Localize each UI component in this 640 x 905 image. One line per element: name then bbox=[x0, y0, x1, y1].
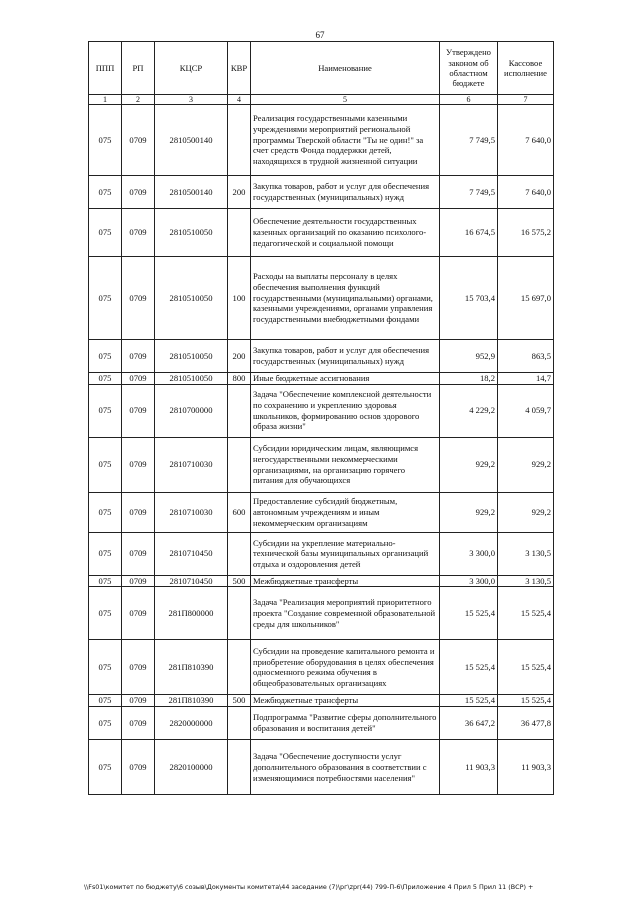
cell-executed: 15 525,4 bbox=[498, 587, 554, 640]
cell-rp: 0709 bbox=[122, 707, 155, 740]
cell-executed: 3 130,5 bbox=[498, 575, 554, 587]
cell-kcsr: 2810700000 bbox=[155, 384, 228, 437]
cell-ppp: 075 bbox=[89, 384, 122, 437]
cell-name: Задача "Реализация мероприятий приоритетного проекта "Создание современной образовательной среды для школьников" bbox=[251, 587, 440, 640]
cell-name: Реализация государственными казенными учреждениями мероприятий региональной программы Тверской области "Ты не один!" за счет средств Фонда поддержки детей, находящихся в трудной жизненной ситуации bbox=[251, 105, 440, 176]
cell-kvr: 100 bbox=[228, 257, 251, 340]
cell-name: Закупка товаров, работ и услуг для обеспечения государственных (муниципальных) нужд bbox=[251, 176, 440, 209]
cell-rp: 0709 bbox=[122, 257, 155, 340]
cell-kcsr: 2810500140 bbox=[155, 176, 228, 209]
cell-kcsr: 2820000000 bbox=[155, 707, 228, 740]
cell-executed: 4 059,7 bbox=[498, 384, 554, 437]
cell-ppp: 075 bbox=[89, 492, 122, 532]
cell-ppp: 075 bbox=[89, 257, 122, 340]
cell-kvr: 500 bbox=[228, 695, 251, 707]
cell-approved: 7 749,5 bbox=[440, 105, 498, 176]
cell-name: Закупка товаров, работ и услуг для обеспечения государственных (муниципальных) нужд bbox=[251, 340, 440, 373]
cell-name: Задача "Обеспечение доступности услуг дополнительного образования в соответствии с изменяющимися потребностями населения" bbox=[251, 740, 440, 795]
cell-rp: 0709 bbox=[122, 740, 155, 795]
cell-rp: 0709 bbox=[122, 437, 155, 492]
cell-kvr bbox=[228, 532, 251, 575]
column-number: 7 bbox=[498, 95, 554, 105]
cell-name: Межбюджетные трансферты bbox=[251, 575, 440, 587]
table-row bbox=[89, 176, 554, 209]
cell-name: Межбюджетные трансферты bbox=[251, 695, 440, 707]
table-header-row bbox=[89, 42, 554, 95]
cell-kcsr: 2810510050 bbox=[155, 340, 228, 373]
cell-kcsr: 2810510050 bbox=[155, 257, 228, 340]
cell-executed: 11 903,3 bbox=[498, 740, 554, 795]
table-row bbox=[89, 575, 554, 587]
header-rp: РП bbox=[122, 42, 155, 95]
header-kvr: КВР bbox=[228, 42, 251, 95]
cell-executed: 7 640,0 bbox=[498, 176, 554, 209]
cell-ppp: 075 bbox=[89, 176, 122, 209]
cell-rp: 0709 bbox=[122, 105, 155, 176]
cell-ppp: 075 bbox=[89, 105, 122, 176]
table-row bbox=[89, 340, 554, 373]
cell-rp: 0709 bbox=[122, 340, 155, 373]
cell-executed: 929,2 bbox=[498, 492, 554, 532]
table-row bbox=[89, 209, 554, 257]
cell-approved: 952,9 bbox=[440, 340, 498, 373]
cell-ppp: 075 bbox=[89, 209, 122, 257]
table-row bbox=[89, 707, 554, 740]
table-row bbox=[89, 740, 554, 795]
cell-kcsr: 2810510050 bbox=[155, 373, 228, 385]
cell-rp: 0709 bbox=[122, 695, 155, 707]
cell-approved: 15 703,4 bbox=[440, 257, 498, 340]
cell-executed: 15 525,4 bbox=[498, 640, 554, 695]
header-name: Наименование bbox=[251, 42, 440, 95]
cell-name: Подпрограмма "Развитие сферы дополнительного образования и воспитания детей" bbox=[251, 707, 440, 740]
cell-name: Предоставление субсидий бюджетным, автономным учреждениям и иным некоммерческим организациям bbox=[251, 492, 440, 532]
cell-name: Иные бюджетные ассигнования bbox=[251, 373, 440, 385]
cell-kcsr: 2810710030 bbox=[155, 492, 228, 532]
cell-executed: 14,7 bbox=[498, 373, 554, 385]
cell-approved: 11 903,3 bbox=[440, 740, 498, 795]
cell-kcsr: 281П800000 bbox=[155, 587, 228, 640]
cell-name: Расходы на выплаты персоналу в целях обеспечения выполнения функций государственными (муниципальными) органами, казенными учреждениями, органами управления государственными внебюджетными фондами bbox=[251, 257, 440, 340]
column-number: 4 bbox=[228, 95, 251, 105]
cell-kvr bbox=[228, 209, 251, 257]
cell-executed: 929,2 bbox=[498, 437, 554, 492]
cell-kvr bbox=[228, 587, 251, 640]
cell-rp: 0709 bbox=[122, 532, 155, 575]
cell-name: Обеспечение деятельности государственных казенных организаций по оказанию психолого-педагогической и социальной помощи bbox=[251, 209, 440, 257]
cell-kvr bbox=[228, 105, 251, 176]
cell-executed: 863,5 bbox=[498, 340, 554, 373]
cell-kvr: 200 bbox=[228, 176, 251, 209]
cell-kcsr: 2810710450 bbox=[155, 532, 228, 575]
cell-kvr bbox=[228, 707, 251, 740]
cell-approved: 7 749,5 bbox=[440, 176, 498, 209]
cell-executed: 15 697,0 bbox=[498, 257, 554, 340]
cell-rp: 0709 bbox=[122, 492, 155, 532]
table-row bbox=[89, 695, 554, 707]
cell-ppp: 075 bbox=[89, 587, 122, 640]
cell-ppp: 075 bbox=[89, 373, 122, 385]
page-number: 67 bbox=[315, 30, 325, 40]
cell-kvr bbox=[228, 740, 251, 795]
cell-executed: 7 640,0 bbox=[498, 105, 554, 176]
cell-rp: 0709 bbox=[122, 176, 155, 209]
header-executed: Кассовое исполнение bbox=[498, 42, 554, 95]
table-row bbox=[89, 492, 554, 532]
cell-approved: 929,2 bbox=[440, 437, 498, 492]
cell-kvr bbox=[228, 384, 251, 437]
table-row bbox=[89, 437, 554, 492]
cell-approved: 15 525,4 bbox=[440, 640, 498, 695]
cell-kvr: 200 bbox=[228, 340, 251, 373]
cell-kcsr: 2810500140 bbox=[155, 105, 228, 176]
table-row bbox=[89, 640, 554, 695]
cell-rp: 0709 bbox=[122, 384, 155, 437]
header-kcsr: КЦСР bbox=[155, 42, 228, 95]
cell-executed: 15 525,4 bbox=[498, 695, 554, 707]
cell-name: Субсидии на проведение капитального ремонта и приобретение оборудования в целях обеспечения односменного режима обучения в общеобразовательных организациях bbox=[251, 640, 440, 695]
cell-rp: 0709 bbox=[122, 587, 155, 640]
cell-approved: 3 300,0 bbox=[440, 575, 498, 587]
cell-rp: 0709 bbox=[122, 209, 155, 257]
cell-kvr bbox=[228, 640, 251, 695]
cell-executed: 16 575,2 bbox=[498, 209, 554, 257]
column-number: 1 bbox=[89, 95, 122, 105]
cell-kvr: 500 bbox=[228, 575, 251, 587]
cell-approved: 3 300,0 bbox=[440, 532, 498, 575]
column-number: 2 bbox=[122, 95, 155, 105]
cell-approved: 929,2 bbox=[440, 492, 498, 532]
cell-approved: 4 229,2 bbox=[440, 384, 498, 437]
cell-ppp: 075 bbox=[89, 532, 122, 575]
cell-ppp: 075 bbox=[89, 640, 122, 695]
cell-kcsr: 281П810390 bbox=[155, 640, 228, 695]
cell-kvr: 600 bbox=[228, 492, 251, 532]
cell-executed: 36 477,8 bbox=[498, 707, 554, 740]
table-row bbox=[89, 373, 554, 385]
cell-rp: 0709 bbox=[122, 373, 155, 385]
cell-approved: 18,2 bbox=[440, 373, 498, 385]
table-row bbox=[89, 105, 554, 176]
cell-rp: 0709 bbox=[122, 640, 155, 695]
cell-ppp: 075 bbox=[89, 707, 122, 740]
cell-kcsr: 2810510050 bbox=[155, 209, 228, 257]
cell-kvr bbox=[228, 437, 251, 492]
table-row bbox=[89, 257, 554, 340]
cell-rp: 0709 bbox=[122, 575, 155, 587]
cell-approved: 15 525,4 bbox=[440, 587, 498, 640]
cell-approved: 36 647,2 bbox=[440, 707, 498, 740]
table-row bbox=[89, 532, 554, 575]
cell-name: Субсидии на укрепление материально-технической базы муниципальных организаций отдыха и оздоровления детей bbox=[251, 532, 440, 575]
cell-approved: 15 525,4 bbox=[440, 695, 498, 707]
cell-ppp: 075 bbox=[89, 340, 122, 373]
cell-kcsr: 2810710030 bbox=[155, 437, 228, 492]
column-number-row bbox=[89, 95, 554, 105]
table-row bbox=[89, 384, 554, 437]
budget-table bbox=[88, 41, 554, 795]
cell-ppp: 075 bbox=[89, 740, 122, 795]
cell-kcsr: 2810710450 bbox=[155, 575, 228, 587]
cell-ppp: 075 bbox=[89, 695, 122, 707]
cell-kcsr: 281П810390 bbox=[155, 695, 228, 707]
cell-name: Задача "Обеспечение комплексной деятельности по сохранению и укреплению здоровья школьников, формированию основ здорового образа жизни" bbox=[251, 384, 440, 437]
cell-name: Субсидии юридическим лицам, являющимся негосударственными некоммерческими организациями, на организацию горячего питания для обучающихся bbox=[251, 437, 440, 492]
cell-approved: 16 674,5 bbox=[440, 209, 498, 257]
header-approved: Утверждено законом об областном бюджете bbox=[440, 42, 498, 95]
table-row bbox=[89, 587, 554, 640]
column-number: 5 bbox=[251, 95, 440, 105]
cell-ppp: 075 bbox=[89, 575, 122, 587]
cell-kvr: 800 bbox=[228, 373, 251, 385]
column-number: 3 bbox=[155, 95, 228, 105]
cell-kcsr: 2820100000 bbox=[155, 740, 228, 795]
cell-ppp: 075 bbox=[89, 437, 122, 492]
cell-executed: 3 130,5 bbox=[498, 532, 554, 575]
footer-file-path: \\Fs01\комитет по бюджету\6 созыв\Документы комитета\44 заседание (7)\рг\zpr(44) 799-П-6\Приложение 4 Прил 5 Прил 11 (ВСР) + bbox=[84, 883, 534, 891]
header-ppp: ППП bbox=[89, 42, 122, 95]
column-number: 6 bbox=[440, 95, 498, 105]
